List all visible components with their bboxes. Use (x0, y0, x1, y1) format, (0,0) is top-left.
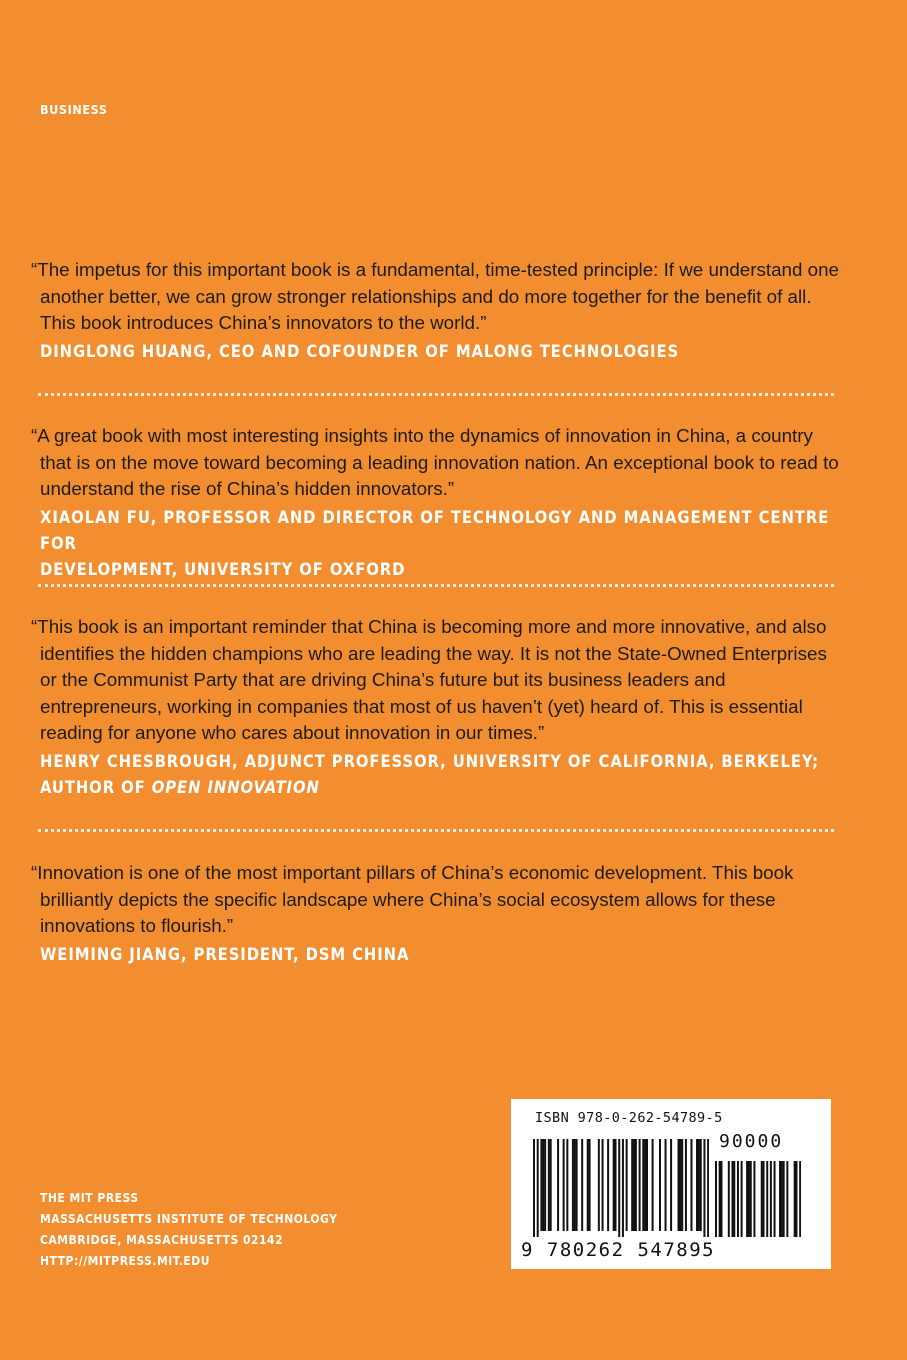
barcode-bar (587, 1139, 589, 1231)
barcode-bar (613, 1139, 615, 1231)
dotted-divider (38, 584, 834, 587)
barcode-bar (537, 1139, 539, 1237)
barcode-bar (566, 1139, 568, 1231)
attribution-line: WEIMING JIANG, PRESIDENT, DSM CHINA (40, 944, 410, 964)
addon-bar (770, 1161, 772, 1237)
isbn-label: ISBN 978-0-262-54789-5 (535, 1110, 723, 1126)
blurb-4 (31, 860, 841, 968)
barcode-bar (542, 1139, 544, 1231)
publisher-address: CAMBRIDGE, MASSACHUSETTS 02142 (40, 1233, 284, 1247)
addon-bar (728, 1161, 730, 1237)
barcode-bar (707, 1139, 709, 1237)
addon-digits: 90000 (719, 1131, 784, 1152)
addon-bar (746, 1161, 748, 1237)
barcode-bar (690, 1139, 692, 1231)
barcode-bar (574, 1139, 576, 1231)
barcode-bar (698, 1139, 700, 1231)
attribution-line: XIAOLAN FU, PROFESSOR AND DIRECTOR OF TECHNOLOGY AND MANAGEMENT CENTRE FOR (40, 507, 830, 553)
attribution-line: HENRY CHESBROUGH, ADJUNCT PROFESSOR, UNIVERSITY OF CALIFORNIA, BERKELEY; (40, 751, 819, 771)
blurb-attribution (40, 505, 841, 583)
publisher-name: THE MIT PRESS (40, 1191, 139, 1205)
barcode-bar (665, 1139, 667, 1231)
addon-bar (733, 1161, 735, 1237)
barcode-bar (633, 1139, 635, 1231)
barcode-bar (622, 1139, 624, 1237)
addon-bar (748, 1161, 750, 1237)
addon-bar (783, 1161, 785, 1237)
barcode-bar (681, 1139, 683, 1231)
book-title: OPEN INNOVATION (151, 777, 320, 797)
barcode-bar (598, 1139, 600, 1231)
barcode-bar (659, 1139, 661, 1231)
blurb-attribution (40, 749, 841, 801)
barcode-bar (618, 1139, 620, 1237)
isbn-barcode (511, 1099, 831, 1269)
addon-bar (794, 1161, 796, 1237)
barcode-bar (544, 1139, 546, 1231)
addon-bar (779, 1161, 781, 1237)
barcode-bar (557, 1139, 559, 1231)
barcode-bar (700, 1139, 702, 1231)
addon-bar (763, 1161, 765, 1237)
dotted-divider (38, 829, 834, 832)
barcode-bar (602, 1139, 604, 1231)
blurb-1 (31, 257, 841, 365)
barcode-bar (685, 1139, 687, 1231)
addon-bar (753, 1161, 755, 1237)
addon-bar (750, 1161, 752, 1237)
publisher-info (40, 1188, 337, 1272)
blurb-quote: “The impetus for this important book is a fundamental, time-tested principle: If we understand one another better, we can grow stronger relationships and do more together for the benefit of all. This book introduces China’s innovators to the world.” (31, 259, 840, 333)
barcode-bar (631, 1139, 633, 1231)
ean-digits: 9 780262 547895 (521, 1239, 716, 1261)
barcode-bar (635, 1139, 637, 1231)
barcode-bar (703, 1139, 705, 1237)
barcode-bar (615, 1139, 617, 1231)
barcode-bar (563, 1139, 565, 1231)
publisher-institute: MASSACHUSETTS INSTITUTE OF TECHNOLOGY (40, 1212, 338, 1226)
addon-bar (774, 1161, 776, 1237)
barcode-bar (646, 1139, 648, 1231)
attribution-prefix: AUTHOR OF (40, 777, 152, 797)
publisher-url: HTTP://MITPRESS.MIT.EDU (40, 1254, 211, 1268)
addon-bar (799, 1161, 801, 1237)
barcode-bar (696, 1139, 698, 1231)
dotted-divider (38, 393, 834, 396)
ean-barcode-bars (533, 1139, 709, 1237)
blurb-quote: “Innovation is one of the most important pillars of China’s economic development. This book brilliantly depicts the specific landscape where China’s social ecosystem allows for these innovations to flourish.” (31, 862, 794, 936)
barcode-bar (550, 1139, 552, 1231)
blurb-quote: “This book is an important reminder that China is becoming more and more innovative, and also identifies the hidden champions who are leading the way. It is not the State-Owned Enterprises or the Communist Party that are driving China’s future but its business leaders and entrepreneurs, working in companies that most of us haven’t (yet) heard of. This is essential reading for anyone who cares about innovation in our times.” (31, 616, 827, 743)
barcode-bar (670, 1139, 672, 1231)
barcode-bar (652, 1139, 654, 1231)
barcode-bar (607, 1139, 609, 1231)
addon-bar (715, 1161, 717, 1237)
addon-bar (719, 1161, 721, 1237)
addon-bar (761, 1161, 763, 1237)
addon-bar (786, 1161, 788, 1237)
barcode-bar (679, 1139, 681, 1231)
blurb-attribution (40, 942, 841, 968)
addon-bar (737, 1161, 739, 1237)
barcode-bar (581, 1139, 583, 1231)
barcode-bar (589, 1139, 591, 1231)
attribution-line: DEVELOPMENT, UNIVERSITY OF OXFORD (40, 559, 406, 579)
barcode-bar (626, 1139, 628, 1231)
addon-bar (781, 1161, 783, 1237)
addon-bar (741, 1161, 743, 1237)
blurb-3 (31, 614, 841, 801)
addon-bar (766, 1161, 768, 1237)
barcode-bar (678, 1139, 680, 1231)
barcode-bar (644, 1139, 646, 1231)
addon-bar (796, 1161, 798, 1237)
addon-barcode-bars (715, 1139, 801, 1237)
barcode-bar (548, 1139, 550, 1231)
blurb-attribution (40, 339, 841, 365)
attribution-line (40, 775, 841, 801)
blurb-quote: “A great book with most interesting insights into the dynamics of innovation in China, a country that is on the move toward becoming a leading innovation nation. An exceptional book to read to understand the rise of China’s hidden innovators.” (31, 425, 839, 499)
addon-bar (720, 1161, 722, 1237)
barcode-bar (576, 1139, 578, 1231)
barcode-bar (572, 1139, 574, 1231)
attribution-line: DINGLONG HUANG, CEO AND COFOUNDER OF MALONG TECHNOLOGIES (40, 341, 680, 361)
barcode-bar (639, 1139, 641, 1231)
barcode-bar (540, 1139, 542, 1231)
blurb-2 (31, 423, 841, 583)
addon-bar (731, 1161, 733, 1237)
category-label: BUSINESS (40, 102, 108, 117)
barcode-bar (642, 1139, 644, 1231)
barcode-bar (533, 1139, 535, 1237)
